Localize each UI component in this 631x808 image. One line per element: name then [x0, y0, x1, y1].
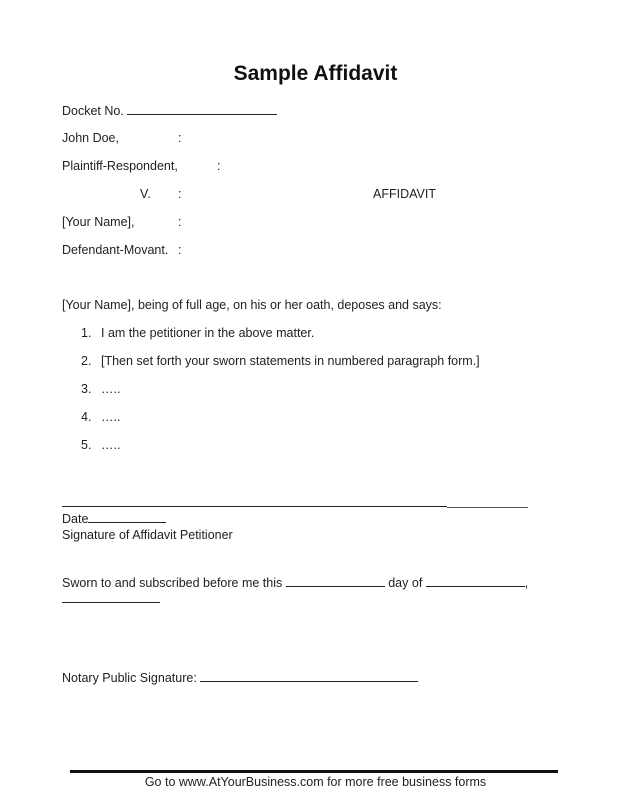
caption-colon: : — [178, 187, 182, 201]
date-label: Date — [62, 512, 89, 526]
sworn-year-blank — [62, 602, 160, 603]
sworn-line — [62, 575, 528, 590]
docket-line — [62, 103, 277, 118]
list-item: ….. — [101, 382, 121, 396]
list-item-number: 5. — [81, 438, 92, 452]
list-item: [Then set forth your sworn statements in numbered paragraph form.] — [101, 354, 480, 368]
defendant-role: Defendant-Movant. — [62, 243, 169, 257]
sworn-day-of: day of — [388, 576, 423, 590]
versus-label: V. — [140, 187, 151, 201]
sworn-month-blank — [426, 575, 525, 587]
list-item: ….. — [101, 410, 121, 424]
caption-colon: : — [178, 131, 182, 145]
defendant-name: [Your Name], — [62, 215, 135, 229]
list-item-number: 1. — [81, 326, 92, 340]
footer-text: Go to www.AtYourBusiness.com for more free business forms — [144, 775, 487, 789]
list-item-number: 4. — [81, 410, 92, 424]
footer-rule — [70, 770, 558, 773]
notary-line — [62, 670, 418, 685]
date-line — [62, 511, 166, 526]
caption-colon: : — [178, 243, 182, 257]
caption-colon: : — [217, 159, 221, 173]
date-blank — [88, 511, 166, 523]
signature-line-extension — [447, 507, 528, 508]
caption-colon: : — [178, 215, 182, 229]
sworn-day-blank — [286, 575, 385, 587]
docket-blank — [127, 103, 277, 115]
plaintiff-name: John Doe, — [62, 131, 119, 145]
sworn-comma: , — [524, 576, 529, 590]
intro-paragraph: [Your Name], being of full age, on his or her oath, deposes and says: — [62, 298, 442, 312]
notary-signature-blank — [200, 670, 418, 682]
list-item-number: 2. — [81, 354, 92, 368]
list-item: ….. — [101, 438, 121, 452]
list-item-number: 3. — [81, 382, 92, 396]
list-item: I am the petitioner in the above matter. — [101, 326, 315, 340]
document-type: AFFIDAVIT — [373, 187, 436, 201]
signature-label: Signature of Affidavit Petitioner — [62, 528, 233, 542]
sworn-text: Sworn to and subscribed before me this — [62, 576, 283, 590]
signature-line — [62, 506, 447, 507]
notary-label: Notary Public Signature: — [62, 671, 197, 685]
plaintiff-role: Plaintiff-Respondent, — [62, 159, 178, 173]
docket-label: Docket No. — [62, 104, 124, 118]
page-title: Sample Affidavit — [233, 62, 398, 85]
